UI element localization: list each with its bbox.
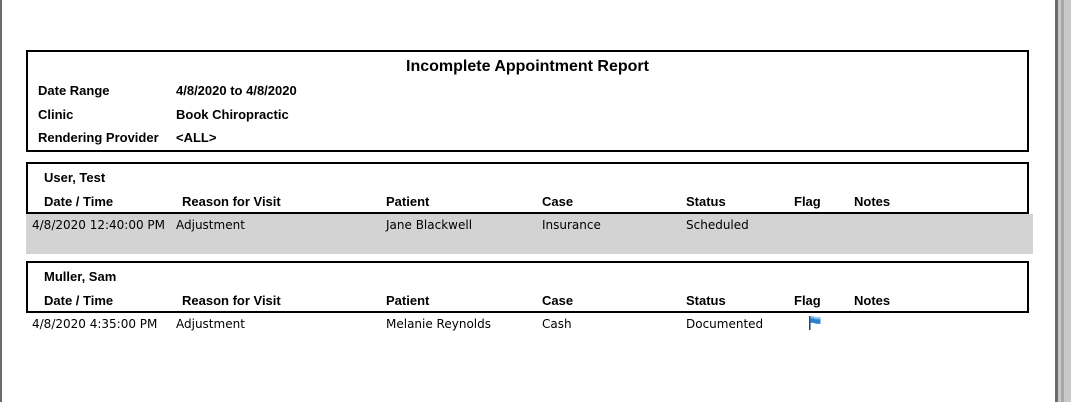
column-header-notes: Notes [854, 293, 891, 308]
column-header-patient: Patient [386, 293, 430, 308]
report-header [26, 50, 1029, 152]
column-header-case: Case [542, 293, 574, 308]
column-header-reason: Reason for Visit [182, 194, 281, 209]
cell-datetime: 4/8/2020 4:35:00 PM [32, 317, 158, 331]
left-border [0, 0, 2, 402]
provider-group-header [26, 162, 1029, 214]
provider-group-header [26, 261, 1029, 313]
column-header-datetime: Date / Time [44, 293, 114, 308]
cell-status: Scheduled [686, 218, 749, 232]
column-header-status: Status [686, 194, 726, 209]
column-header-status: Status [686, 293, 726, 308]
cell-patient: Melanie Reynolds [386, 317, 491, 331]
clinic-label: Clinic [38, 107, 74, 122]
date-range-value: 4/8/2020 to 4/8/2020 [176, 83, 297, 98]
table-row[interactable] [26, 313, 1033, 337]
provider-name: User, Test [44, 170, 106, 185]
rendering-provider-value: <ALL> [176, 130, 217, 145]
cell-reason: Adjustment [176, 218, 245, 232]
column-header-reason: Reason for Visit [182, 293, 281, 308]
cell-case: Insurance [542, 218, 601, 232]
cell-reason: Adjustment [176, 317, 245, 331]
cell-patient: Jane Blackwell [386, 218, 473, 232]
column-header-flag: Flag [794, 194, 821, 209]
column-header-notes: Notes [854, 194, 891, 209]
rendering-provider-label: Rendering Provider [38, 130, 159, 145]
report-title: Incomplete Appointment Report [406, 58, 649, 75]
column-header-flag: Flag [794, 293, 821, 308]
table-row[interactable] [26, 214, 1033, 254]
cell-case: Cash [542, 317, 572, 331]
date-range-label: Date Range [38, 83, 110, 98]
provider-name: Muller, Sam [44, 269, 117, 284]
scroll-gutter-track [1061, 0, 1064, 402]
blue-flag-icon[interactable] [808, 315, 822, 334]
scroll-gutter[interactable] [1058, 0, 1071, 402]
column-header-datetime: Date / Time [44, 194, 114, 209]
column-header-patient: Patient [386, 194, 430, 209]
clinic-value: Book Chiropractic [176, 107, 289, 122]
column-header-case: Case [542, 194, 574, 209]
cell-status: Documented [686, 317, 764, 331]
cell-datetime: 4/8/2020 12:40:00 PM [32, 218, 166, 232]
